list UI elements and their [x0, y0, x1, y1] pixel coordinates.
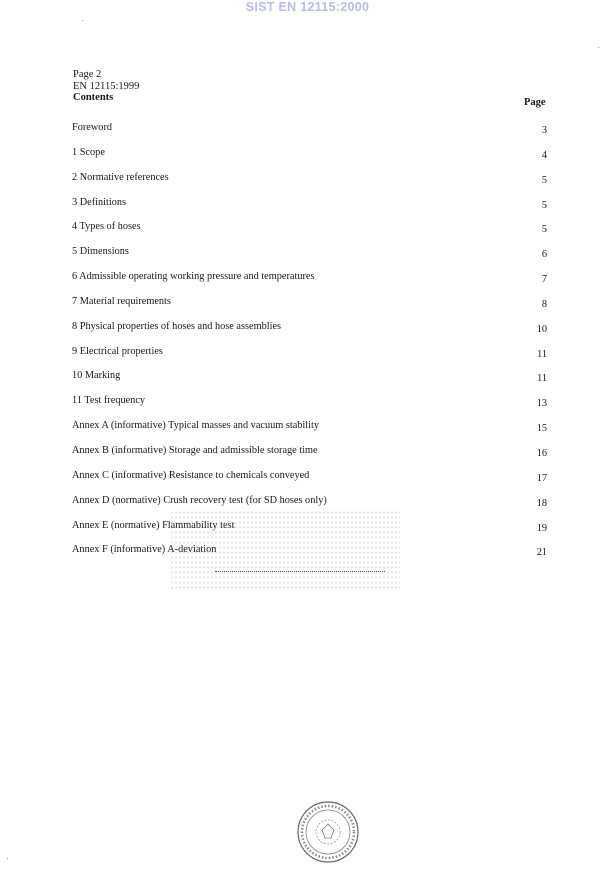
toc-entry-page: 17: [536, 472, 547, 484]
toc-entry-page: 16: [536, 447, 547, 459]
contents-heading: Contents: [73, 92, 114, 103]
toc-entry-page: 13: [536, 398, 547, 410]
toc-entry: [72, 470, 547, 495]
page-column-heading: Page: [524, 97, 546, 108]
toc-entry-title: 1 Scope: [72, 146, 105, 158]
toc-entry-page: 5: [541, 174, 547, 186]
toc-entry-title: Annex C (informative) Resistance to chemicals conveyed: [72, 469, 310, 481]
toc-entry-page: 5: [541, 199, 547, 211]
toc-entry-title: Annex E (normative) Flammability test: [72, 519, 235, 531]
toc-entry-page: 6: [541, 249, 547, 261]
toc-entry-title: 2 Normative references: [72, 171, 169, 183]
toc-entry-title: Annex B (informative) Storage and admissible storage time: [72, 444, 318, 456]
scan-noise: [170, 510, 400, 590]
toc-entry-page: 10: [536, 323, 547, 335]
seal-stamp-icon: [296, 800, 360, 864]
speck: [598, 47, 599, 48]
toc-entry: [72, 271, 547, 296]
table-of-contents: [72, 122, 547, 569]
toc-entry-title: Annex F (informative) A-deviation: [72, 544, 217, 556]
toc-entry-title: 3 Definitions: [72, 196, 127, 208]
toc-entry-page: 5: [541, 224, 547, 236]
toc-entry-page: 11: [537, 373, 547, 385]
standard-number: EN 12115:1999: [73, 81, 140, 92]
toc-entry-page: 3: [541, 125, 547, 136]
toc-entry: [72, 197, 547, 222]
toc-entry: [72, 445, 547, 470]
toc-entry: [72, 321, 547, 346]
toc-entry: [72, 346, 547, 371]
toc-entry: [72, 172, 547, 197]
toc-entry-title: 6 Admissible operating working pressure and temperatures: [72, 271, 315, 283]
toc-entry-title: 7 Material requirements: [72, 295, 171, 307]
toc-entry-page: 8: [541, 298, 547, 310]
toc-entry-title: 10 Marking: [72, 370, 121, 382]
toc-entry-page: 15: [536, 423, 547, 435]
toc-entry-title: Foreword: [72, 122, 113, 133]
toc-entry-page: 7: [541, 274, 547, 286]
toc-entry-page: 18: [536, 497, 547, 509]
toc-entry-page: 4: [541, 149, 547, 161]
toc-entry-page: 19: [536, 522, 547, 534]
page-number: Page 2: [73, 69, 102, 80]
toc-entry-title: Annex A (informative) Typical masses and vacuum stability: [72, 420, 320, 432]
toc-entry: [72, 395, 547, 420]
toc-entry: [72, 122, 547, 147]
toc-entry-title: Annex D (normative) Crush recovery test (for SD hoses only): [72, 494, 327, 506]
speck: [82, 20, 83, 21]
toc-entry: [72, 147, 547, 172]
toc-entry: [72, 370, 547, 395]
toc-entry-title: 8 Physical properties of hoses and hose assemblies: [72, 320, 282, 332]
speck: [7, 858, 8, 859]
toc-entry: [72, 420, 547, 445]
toc-entry-title: 5 Dimensions: [72, 246, 129, 258]
watermark: SIST EN 12115:2000: [245, 0, 370, 14]
toc-entry-title: 9 Electrical properties: [72, 345, 163, 357]
scan-dotted-line: [215, 571, 385, 572]
toc-entry: [72, 221, 547, 246]
toc-entry-page: 11: [537, 348, 547, 360]
toc-entry-title: 4 Types of hoses: [72, 221, 141, 233]
toc-entry-title: 11 Test frequency: [72, 395, 146, 407]
toc-entry-page: 21: [536, 547, 547, 559]
toc-entry: [72, 246, 547, 271]
toc-entry: [72, 296, 547, 321]
